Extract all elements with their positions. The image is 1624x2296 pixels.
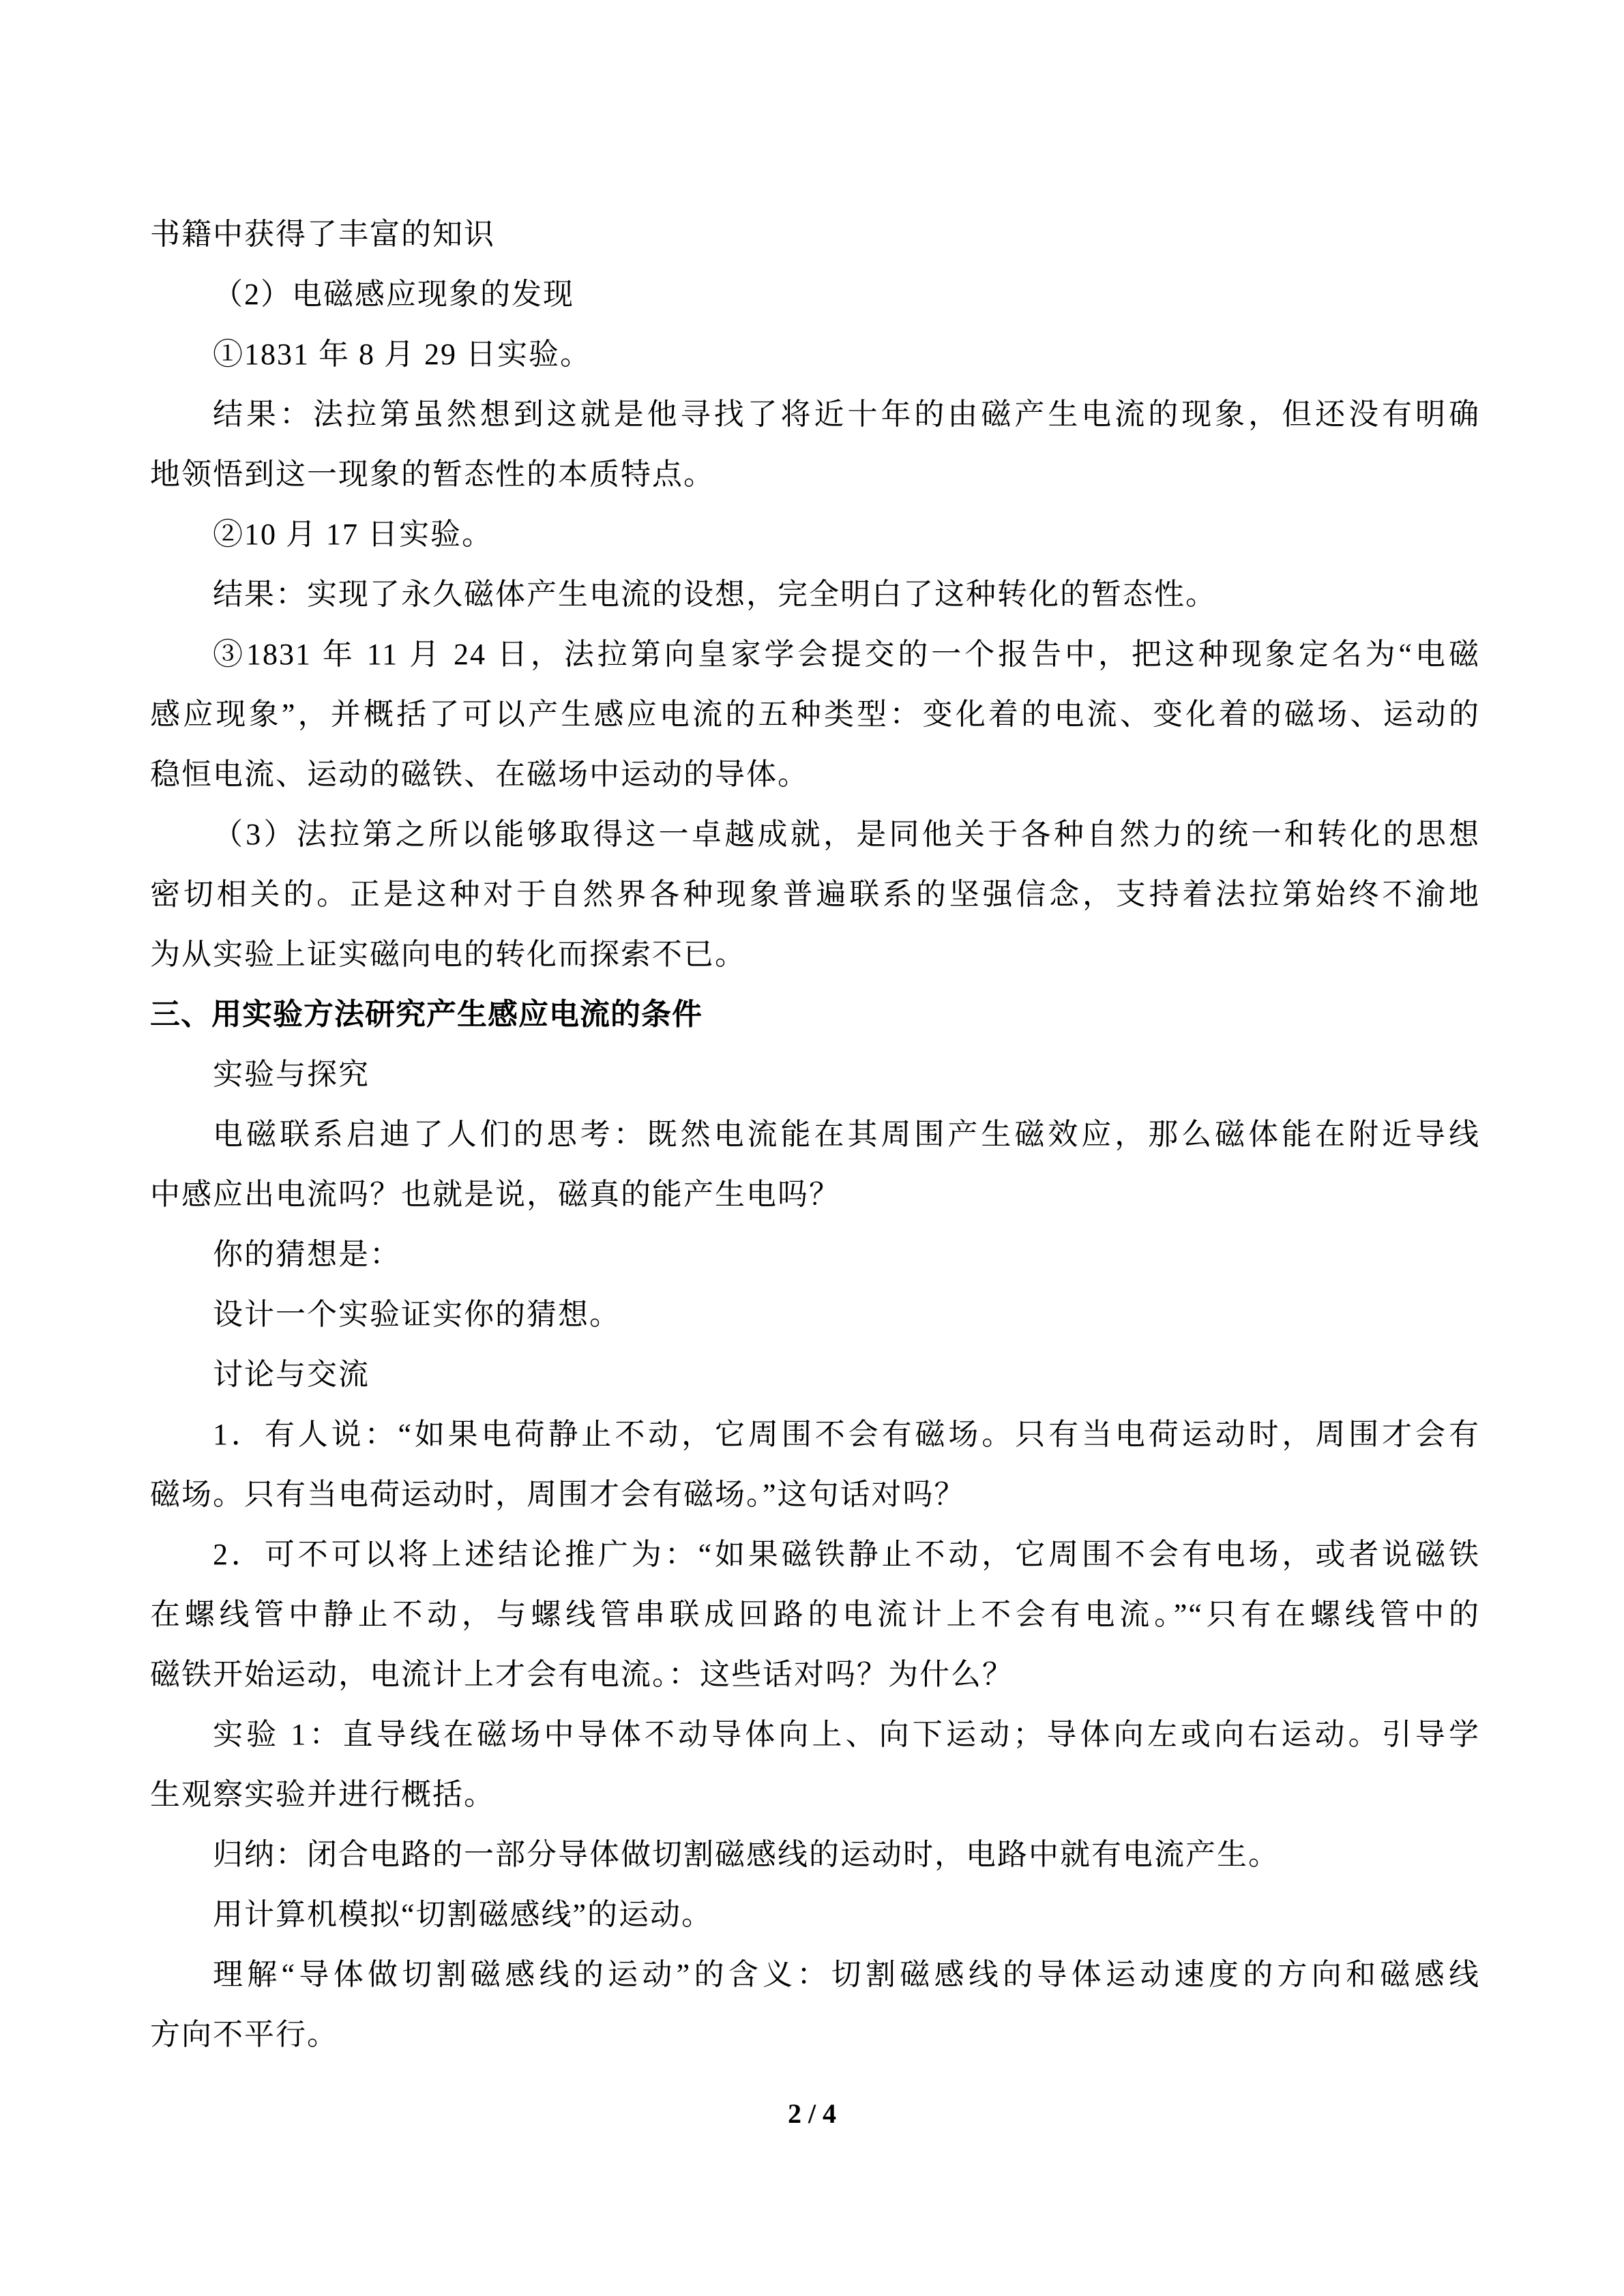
text-line: 电磁联系启迪了人们的思考：既然电流能在其周围产生磁效应，那么磁体能在附近导线: [213, 1118, 1480, 1151]
text-line: 1．有人说：“如果电荷静止不动，它周围不会有磁场。只有当电荷运动时，周围才会有: [213, 1418, 1480, 1451]
text-line: 2．可不可以将上述结论推广为：“如果磁铁静止不动，它周围不会有电场，或者说磁铁: [213, 1538, 1480, 1571]
text-line: ②10 月 17 日实验。: [213, 518, 493, 551]
text-line: 设计一个实验证实你的猜想。: [213, 1298, 621, 1331]
text-line: 磁场。只有当电荷运动时，周围才会有磁场。”这句话对吗？: [150, 1478, 966, 1511]
text-line: 稳恒电流、运动的磁铁、在磁场中运动的导体。: [150, 758, 809, 791]
text-line: 结果：实现了永久磁体产生电流的设想，完全明白了这种转化的暂态性。: [213, 578, 1217, 611]
text-line: ③1831 年 11 月 24 日，法拉第向皇家学会提交的一个报告中，把这种现象定名为“电磁: [213, 638, 1480, 671]
text-line: 三、用实验方法研究产生感应电流的条件: [150, 998, 703, 1031]
text-line: 中感应出电流吗？也就是说，磁真的能产生电吗？: [150, 1178, 840, 1211]
text-line: （3）法拉第之所以能够取得这一卓越成就，是同他关于各种自然力的统一和转化的思想: [213, 818, 1480, 851]
text-line: 方向不平行。: [150, 2018, 338, 2051]
text-line: 实验 1：直导线在磁场中导体不动导体向上、向下运动；导体向左或向右运动。引导学: [213, 1718, 1480, 1751]
text-line: 书籍中获得了丰富的知识: [150, 218, 495, 251]
text-line: 地领悟到这一现象的暂态性的本质特点。: [150, 458, 715, 491]
text-line: 用计算机模拟“切割磁感线”的运动。: [213, 1898, 713, 1931]
text-line: ①1831 年 8 月 29 日实验。: [213, 338, 591, 371]
text-line: 讨论与交流: [213, 1358, 370, 1391]
document-body: [150, 205, 1480, 2065]
text-line: 你的猜想是：: [213, 1238, 401, 1271]
text-line: 归纳：闭合电路的一部分导体做切割磁感线的运动时，电路中就有电流产生。: [213, 1838, 1280, 1871]
text-line: 在螺线管中静止不动，与螺线管串联成回路的电流计上不会有电流。”“只有在螺线管中的: [150, 1598, 1480, 1631]
text-line: 感应现象”，并概括了可以产生感应电流的五种类型：变化着的电流、变化着的磁场、运动的: [150, 698, 1480, 731]
text-line: （2）电磁感应现象的发现: [213, 278, 574, 311]
page-number: 2 / 4: [787, 2098, 837, 2129]
text-line: 磁铁开始运动，电流计上才会有电流。：这些话对吗？为什么？: [150, 1658, 1014, 1691]
page-footer: [0, 2093, 1624, 2134]
text-line: 为从实验上证实磁向电的转化而探索不已。: [150, 938, 746, 971]
text-line: 生观察实验并进行概括。: [150, 1778, 495, 1811]
text-line: 结果：法拉第虽然想到这就是他寻找了将近十年的由磁产生电流的现象，但还没有明确: [213, 398, 1480, 431]
text-line: 理解“导体做切割磁感线的运动”的含义：切割磁感线的导体运动速度的方向和磁感线: [213, 1958, 1480, 1991]
text-line: 密切相关的。正是这种对于自然界各种现象普遍联系的坚强信念，支持着法拉第始终不渝地: [150, 878, 1480, 911]
text-line: 实验与探究: [213, 1058, 370, 1091]
